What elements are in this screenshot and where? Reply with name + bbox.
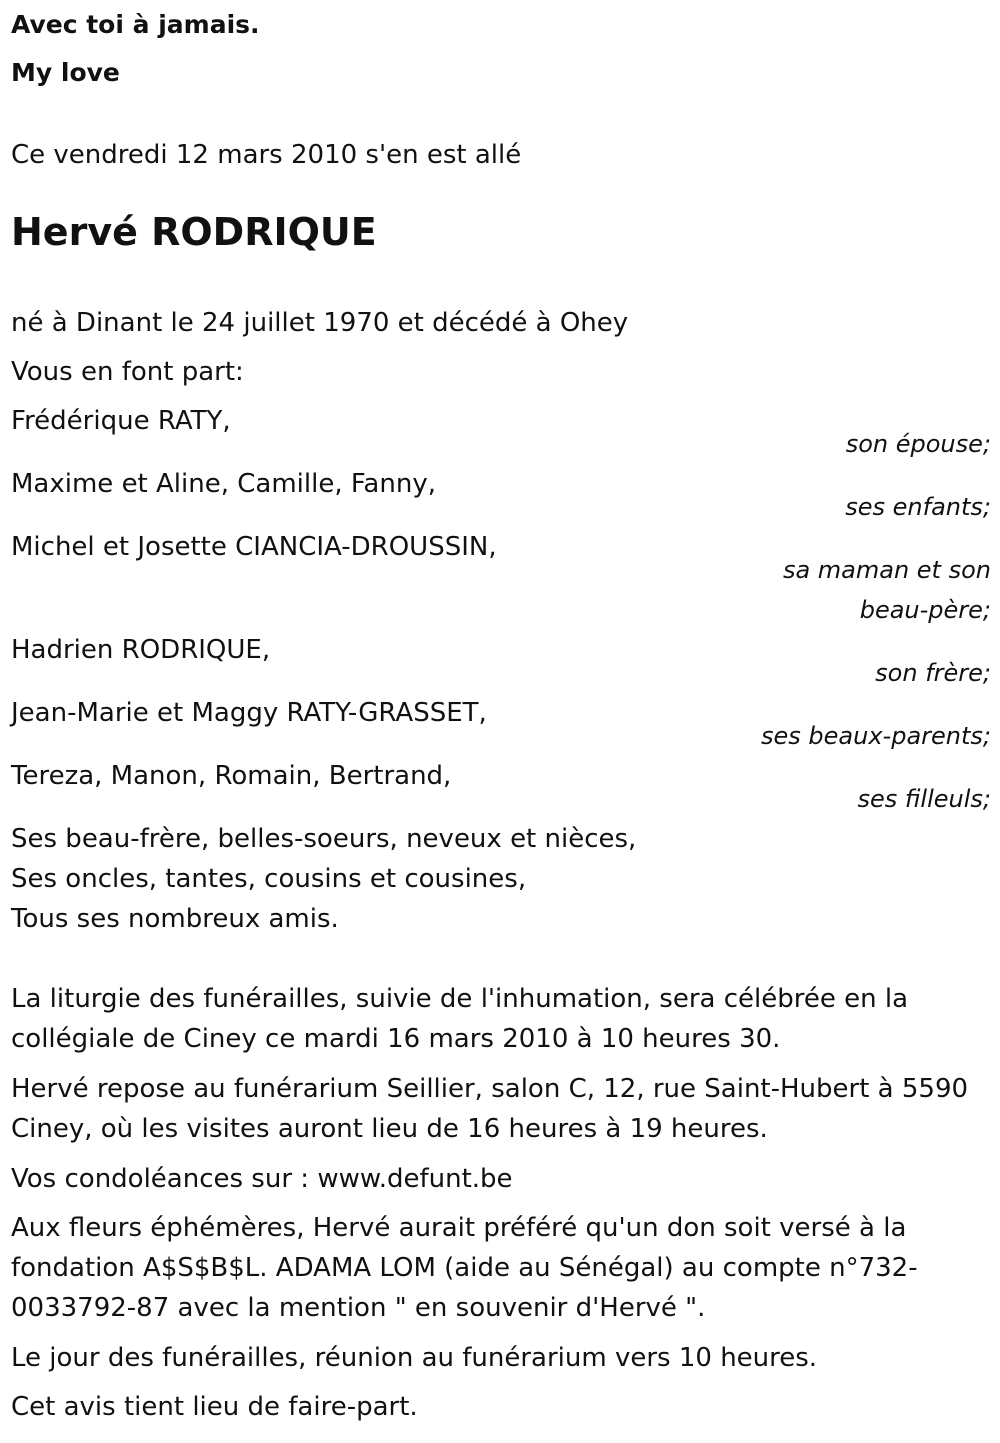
announce-text: Vous en font part: [11, 357, 244, 387]
mourner-relation: beau-père; [859, 596, 991, 624]
mourner-relation: son frère; [875, 659, 991, 687]
mourner-relation: ses filleuls; [857, 785, 991, 813]
others-line: Tous ses nombreux amis. [11, 904, 339, 934]
header-line-2: My love [11, 58, 120, 87]
header-line-1: Avec toi à jamais. [11, 10, 260, 39]
mourner-names: Jean-Marie et Maggy RATY-GRASSET, [11, 698, 487, 728]
birth-death-text: né à Dinant le 24 juillet 1970 et décédé à Ohey [11, 308, 629, 338]
mourner-names: Maxime et Aline, Camille, Fanny, [11, 469, 436, 499]
mourner-relation: ses enfants; [845, 493, 991, 521]
mourner-names: Hadrien RODRIQUE, [11, 635, 271, 665]
mourner-names: Michel et Josette CIANCIA-DROUSSIN, [11, 532, 497, 562]
deceased-name: Hervé RODRIQUE [11, 210, 377, 254]
notice-paragraph: Cet avis tient lieu de faire-part. [11, 1392, 418, 1422]
funeral-liturgy-paragraph: La liturgie des funérailles, suivie de l'inhumation, sera célébrée en la collégiale de Ciney ce mardi 16 mars 2010 à 10 heures 30. [11, 984, 909, 1054]
intro-text: Ce vendredi 12 mars 2010 s'en est allé [11, 140, 522, 170]
others-line: Ses beau-frère, belles-soeurs, neveux et nièces, [11, 824, 637, 854]
condolences-paragraph: Vos condoléances sur : www.defunt.be [11, 1164, 513, 1194]
mourner-relation: sa maman et son [782, 556, 991, 584]
mourner-names: Frédérique RATY, [11, 406, 231, 436]
donation-paragraph: Aux fleurs éphémères, Hervé aurait préféré qu'un don soit versé à la fondation A$S$B$L. ADAMA LOM (aide au Sénégal) au compte n°732-0033792-87 avec la mention " en souvenir d'Hervé ". [11, 1213, 918, 1323]
mourner-relation: son épouse; [845, 430, 991, 458]
funerarium-paragraph: Hervé repose au funérarium Seillier, salon C, 12, rue Saint-Hubert à 5590 Ciney, où les visites auront lieu de 16 heures à 19 heures. [11, 1074, 969, 1144]
mourner-relation: ses beaux-parents; [761, 722, 991, 750]
meeting-paragraph: Le jour des funérailles, réunion au funérarium vers 10 heures. [11, 1343, 818, 1373]
others-line: Ses oncles, tantes, cousins et cousines, [11, 864, 527, 894]
mourner-names: Tereza, Manon, Romain, Bertrand, [11, 761, 452, 791]
